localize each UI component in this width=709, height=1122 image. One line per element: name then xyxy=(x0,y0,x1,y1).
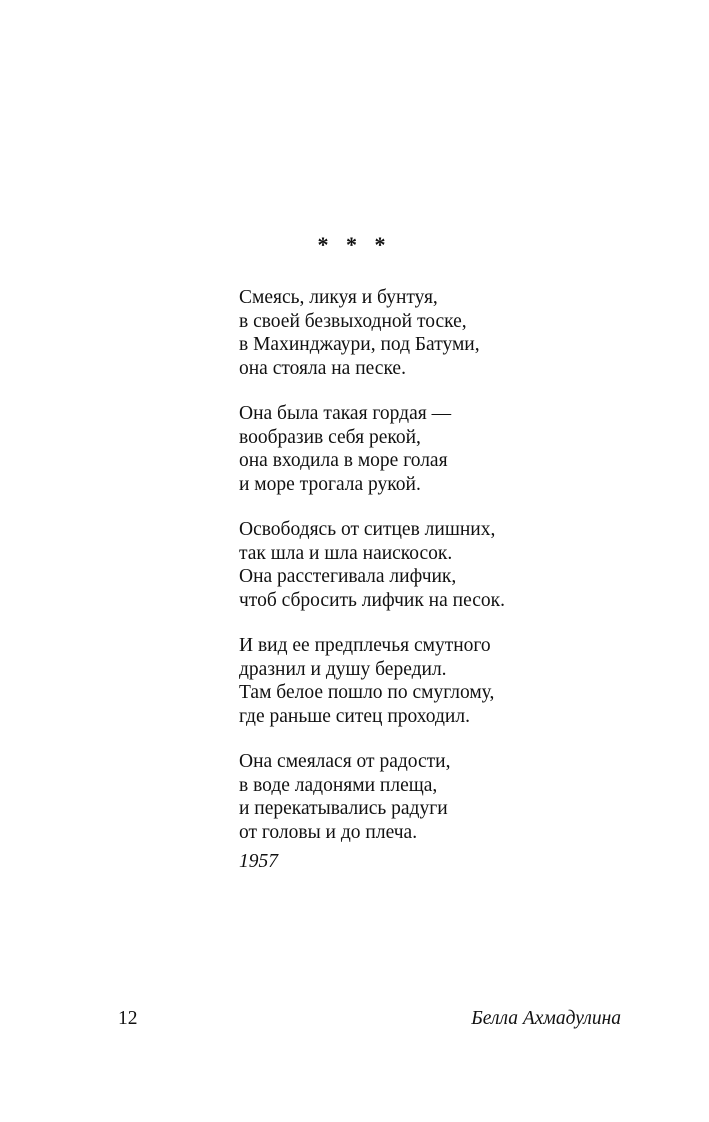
poem-line: И вид ее предплечья смутного xyxy=(239,635,491,656)
poem-year: 1957 xyxy=(239,851,278,872)
poem-line: Там белое пошло по смуглому, xyxy=(239,682,495,703)
poem-line: и море трогала рукой. xyxy=(239,473,421,495)
poem-line: чтоб сбросить лифчик на песок. xyxy=(239,589,505,611)
poem-line: Она расстегивала лифчик, xyxy=(239,566,457,587)
poem-line: Она смеялася от радости, xyxy=(239,751,451,772)
poem-line: в своей безвыходной тоске, xyxy=(239,310,467,332)
poem-line: Смеясь, ликуя и бунтуя, xyxy=(239,287,438,308)
stanza-4 xyxy=(239,634,679,728)
poem-line: где раньше ситец проходил. xyxy=(239,705,470,727)
stanza-2 xyxy=(239,402,679,496)
poem-line: в воде ладонями плеща, xyxy=(239,774,438,796)
stanza-3 xyxy=(239,518,679,612)
page-number: 12 xyxy=(118,1008,138,1029)
poem-line: вообразив себя рекой, xyxy=(239,426,421,448)
poem-line: в Махинджаури, под Батуми, xyxy=(239,334,480,355)
poem-line: и перекатывались радуги xyxy=(239,798,448,819)
stanza-5 xyxy=(239,750,679,844)
poem-line: от головы и до плеча. xyxy=(239,821,418,843)
running-footer-author: Белла Ахмадулина xyxy=(471,1008,621,1029)
stanza-1 xyxy=(239,286,679,380)
poem-line: она входила в море голая xyxy=(239,450,448,471)
poem-separator: * * * xyxy=(317,232,392,257)
poem-line: она стояла на песке. xyxy=(239,357,406,379)
poem-line: так шла и шла наискосок. xyxy=(239,542,453,564)
poem-body xyxy=(239,286,679,874)
poem-line: Она была такая гордая — xyxy=(239,403,452,424)
poem-line: Освободясь от ситцев лишних, xyxy=(239,519,496,540)
poem-line: дразнил и душу бередил. xyxy=(239,658,447,680)
